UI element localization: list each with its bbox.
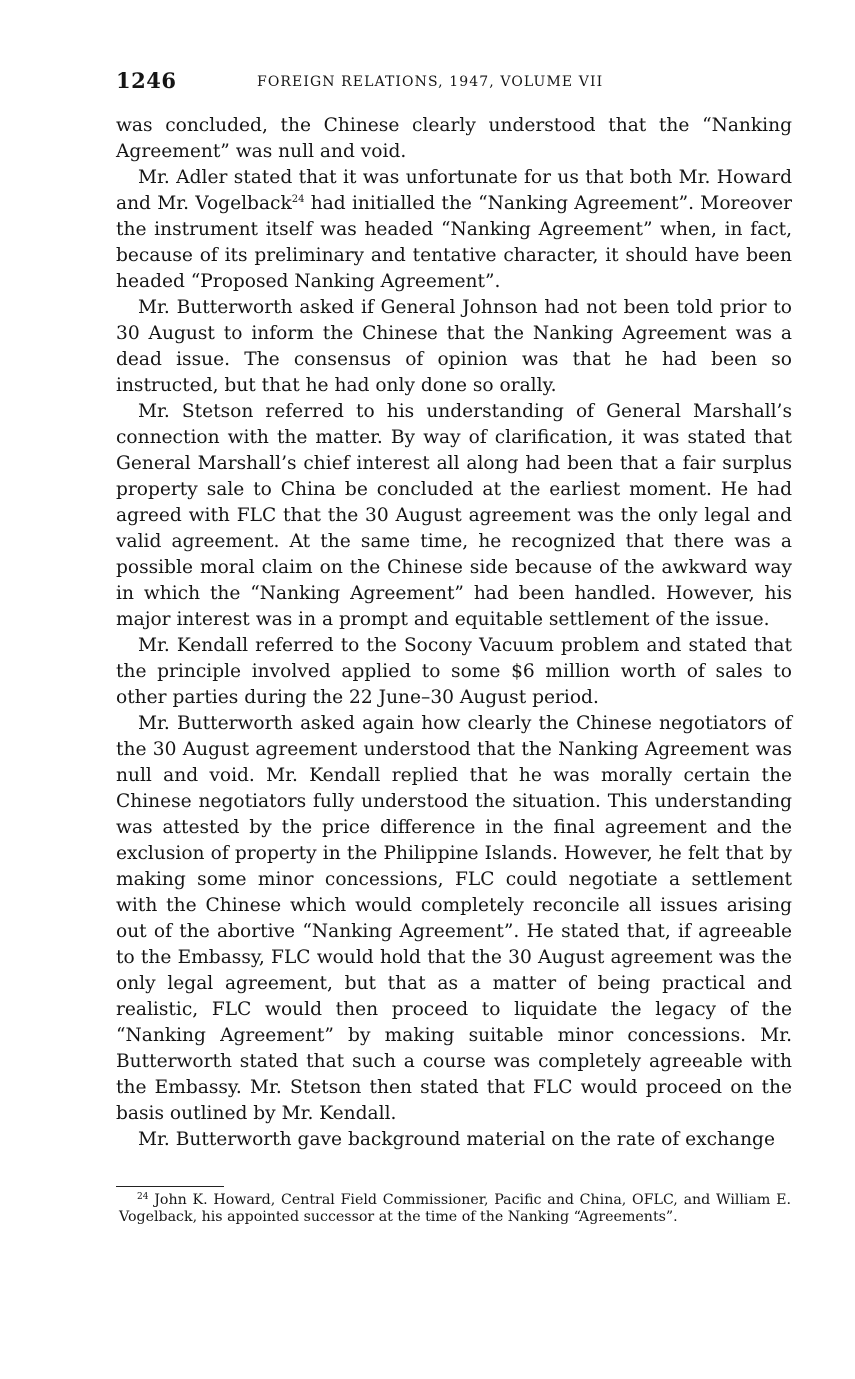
footnote-reference: 24 (291, 194, 305, 205)
footnote-text: John K. Howard, Central Field Commissioner, Pacific and China, OFLC, and William E. Vogelback, his appointed successor at the time of the Nanking “Agreements”. (119, 1192, 792, 1225)
body-text (116, 113, 792, 1153)
page-header (116, 68, 792, 98)
paragraph-adler-part1: Mr. Adler stated that it was unfortunate for us that both Mr. Howard and Mr. Vogelback (116, 167, 792, 214)
footnote-divider (116, 1186, 224, 1187)
paragraph-stetson-marshall: Mr. Stetson referred to his understanding of General Marshall’s connection with the matter. By way of clarification, it was stated that General Marshall’s chief interest all along had been that a fair surplus property sale to China be concluded at the earliest moment. He had agreed with FLC that the 30 August agreement was the only legal and valid agreement. At the same time, he recognized that there was a possible moral claim on the Chinese side because of the awkward way in which the “Nanking Agreement” had been handled. However, his major interest was in a prompt and equitable settlement of the issue. (116, 401, 792, 630)
paragraph-exchange-rate: Mr. Butterworth gave background material on the rate of exchange (138, 1129, 775, 1150)
paragraph-butterworth-johnson: Mr. Butterworth asked if General Johnson had not been told prior to 30 August to inform the Chinese that the Nanking Agreement was a dead issue. The consensus of opinion was that he had been so instructed, but that he had only done so orally. (116, 297, 792, 396)
running-title: FOREIGN RELATIONS, 1947, VOLUME VII (257, 74, 604, 90)
paragraph-kendall-socony: Mr. Kendall referred to the Socony Vacuum problem and stated that the principle involved applied to some $6 million worth of sales to other parties during the 22 June–30 August period. (116, 635, 792, 708)
footnote-marker: 24 (137, 1192, 149, 1202)
page-number: 1246 (116, 68, 177, 93)
paragraph-adler (116, 165, 792, 295)
footnote (119, 1192, 791, 1226)
paragraph-continued: was concluded, the Chinese clearly understood that the “Nanking Agreement” was null and void. (116, 115, 792, 162)
paragraph-butterworth-negotiators: Mr. Butterworth asked again how clearly the Chinese negotiators of the 30 August agreement understood that the Nanking Agreement was null and void. Mr. Kendall replied that he was morally certain the Chinese negotiators fully understood the situation. This understanding was attested by the price difference in the final agreement and the exclusion of property in the Philippine Islands. However, he felt that by making some minor concessions, FLC could negotiate a settlement with the Chinese which would completely reconcile all issues arising out of the abortive “Nanking Agreement”. He stated that, if agreeable to the Embassy, FLC would hold that the 30 August agreement was the only legal agreement, but that as a matter of being practical and realistic, FLC would then proceed to liquidate the legacy of the “Nanking Agreement” by making suitable minor concessions. Mr. Butterworth stated that such a course was completely agreeable with the Embassy. Mr. Stetson then stated that FLC would proceed on the basis outlined by Mr. Kendall. (116, 713, 792, 1124)
paragraph-adler-part2: had initialled the “Nanking Agreement”. Moreover the instrument itself was headed “Nanking Agreement” when, in fact, because of its preliminary and tentative character, it should have been headed “Proposed Nanking Agreement”. (116, 193, 793, 292)
